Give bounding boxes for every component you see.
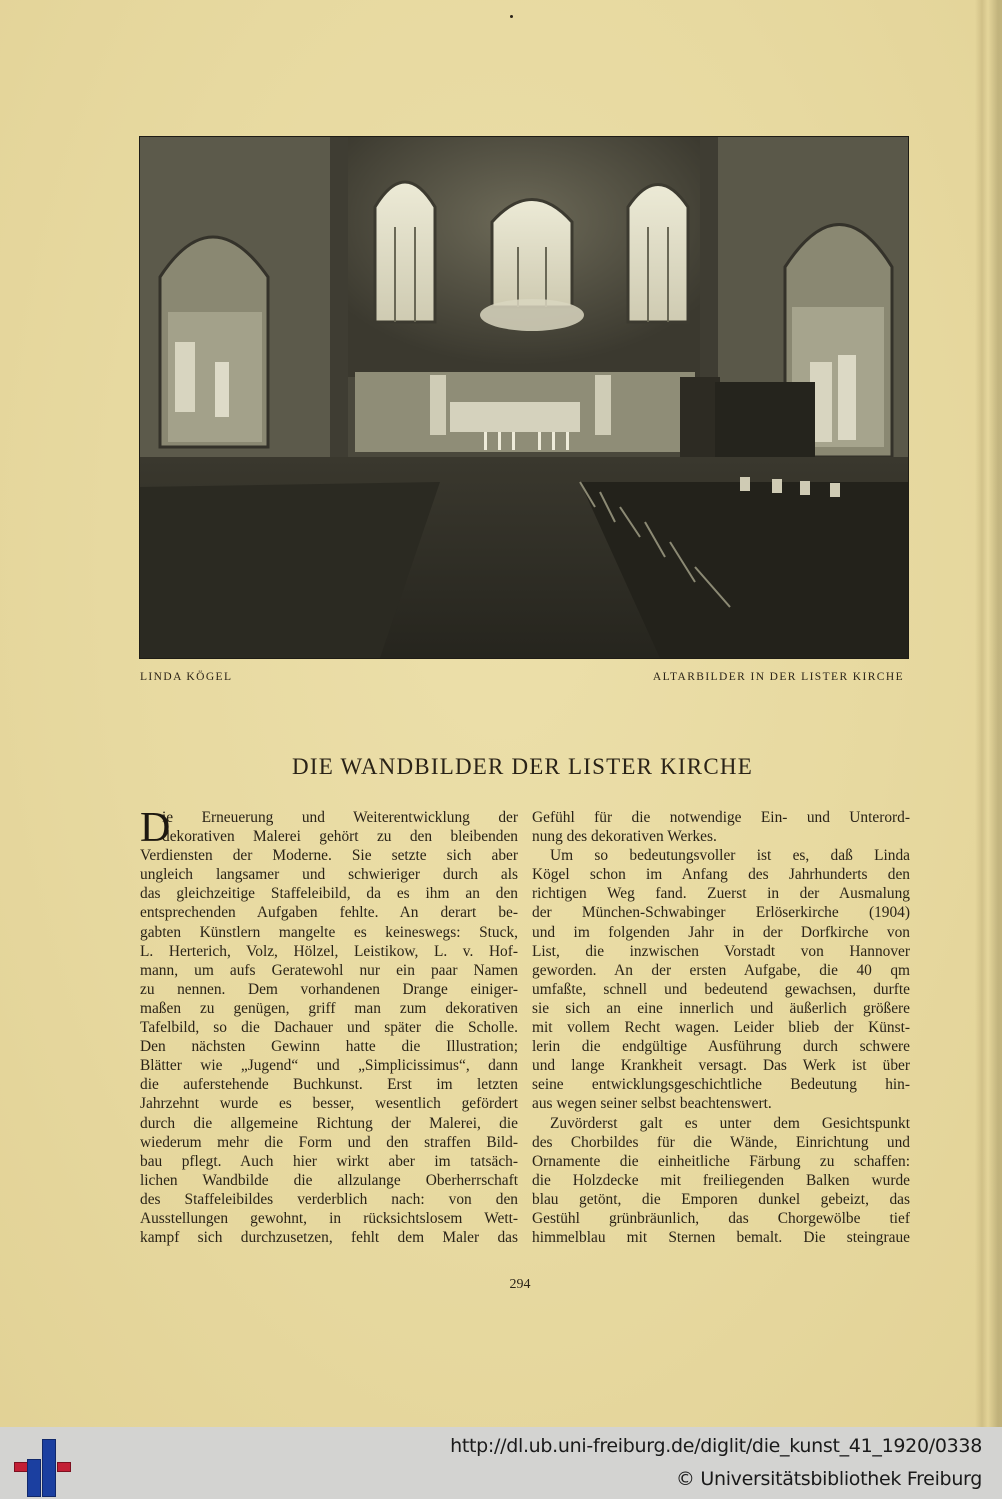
text-line: die auferstehende Buchkunst. Erst im letzten — [140, 1076, 518, 1094]
text-line: Gefühl für die notwendige Ein- und Unterord- — [532, 809, 910, 826]
text-line: aus wegen seiner selbst beachtenswert. — [532, 1095, 772, 1113]
text-line: Gestühl grünbräunlich, das Chorgewölbe tief — [532, 1209, 910, 1227]
text-line: seine entwicklungsgeschichtliche Bedeutung hin- — [532, 1076, 910, 1094]
text-line: geworden. An der ersten Aufgabe, die 40 qm — [532, 961, 910, 979]
text-line: L. Herterich, Volz, Hölzel, Leistikow, L. v. Hof- — [140, 942, 518, 960]
text-line: Ornamente die einheitliche Färbung zu schaffen: — [532, 1152, 910, 1170]
paper-speck — [510, 15, 513, 18]
text-line: Um so bedeutungsvoller ist es, daß Linda — [550, 847, 910, 865]
text-line: zu nennen. Dem vorhandenen Drange einiger- — [140, 980, 518, 998]
text-line: richtigen Weg fand. Zuerst in der Ausmalung — [532, 885, 910, 903]
text-line: entsprechenden Aufgaben fehlte. An derart be- — [140, 904, 518, 922]
text-line: ie Erneuerung und Weiterentwicklung der — [162, 809, 518, 826]
text-line: List, die inzwischen Vorstadt von Hannover — [532, 942, 910, 960]
text-line: lichen Wandbilde die allzulange Oberherrschaft — [140, 1171, 518, 1189]
text-line: durch die allgemeine Richtung der Malerei, die — [140, 1114, 518, 1132]
text-line: wiederum mehr die Form und den straffen Bild- — [140, 1133, 518, 1151]
text-line: himmelblau mit Sternen bemalt. Die steingraue — [532, 1229, 910, 1247]
photo-credit: LINDA KÖGEL — [140, 671, 233, 683]
text-line: und lange Krankheit versagt. Das Werk ist über — [532, 1057, 910, 1075]
text-line: dekorativen Malerei gehört zu den bleibenden — [162, 828, 518, 846]
text-line: und im folgenden Jahr in der Dorfkirche von — [532, 923, 910, 941]
text-line: der München-Schwabinger Erlöserkirche (1904) — [532, 904, 910, 922]
page-number: 294 — [509, 1277, 531, 1292]
permalink-url[interactable]: http://dl.ub.uni-freiburg.de/diglit/die_kunst_41_1920/0338 — [450, 1435, 982, 1457]
article-title: DIE WANDBILDER DER LISTER KIRCHE — [292, 754, 753, 779]
text-line: Zuvörderst galt es unter dem Gesichtspunkt — [550, 1114, 910, 1132]
text-line: Blätter wie „Jugend“ und „Simplicissimus“, dann — [140, 1057, 518, 1075]
photo-illustration — [140, 137, 908, 658]
church-interior-photo — [140, 137, 908, 658]
text-line: mit vollem Recht wagen. Leider blieb der Künst- — [532, 1019, 910, 1037]
text-line: umfaßte, schnell und bedeutend gewachsen, durfte — [532, 980, 910, 998]
logo-red-dash-left — [14, 1462, 28, 1472]
text-line: nung des dekorativen Werkes. — [532, 828, 717, 846]
text-line: Verdiensten der Moderne. Sie setzte sich aber — [140, 847, 518, 865]
footer-bar — [0, 1427, 1002, 1499]
drop-cap: D — [140, 805, 171, 851]
text-line: Ausstellungen gewohnt, in rücksichtslosem Wett- — [140, 1209, 518, 1227]
text-line: ungleich langsamer und schwieriger durch als — [140, 866, 518, 884]
copyright-notice: © Universitätsbibliothek Freiburg — [675, 1468, 982, 1490]
logo-blue-bar-tall — [42, 1439, 56, 1497]
article-column-right — [532, 808, 910, 1247]
text-line: das gleichzeitige Staffeleibild, da es ihm an den — [140, 885, 518, 903]
article-column-left — [140, 805, 518, 1247]
text-line: mann, um aufs Geratewohl nur ein paar Namen — [140, 961, 518, 979]
logo-blue-bar-short — [27, 1459, 41, 1497]
logo-red-dash-right — [57, 1462, 71, 1472]
text-line: sie sich an eine innerlich und äußerlich größere — [532, 999, 910, 1017]
text-line: des Staffeleibildes verderblich nach: von den — [140, 1190, 518, 1208]
photo-caption: ALTARBILDER IN DER LISTER KIRCHE — [652, 671, 904, 683]
text-line: Jahrzehnt wurde es besser, wesentlich gefördert — [140, 1095, 518, 1113]
text-line: Den nächsten Gewinn hatte die Illustration; — [140, 1038, 518, 1056]
text-line: blau getönt, die Emporen dunkel gebeizt, das — [532, 1190, 910, 1208]
text-line: die Holzdecke mit freiliegenden Balken wurde — [532, 1171, 910, 1189]
text-line: gabten Künstlern mangelte es keineswegs: Stuck, — [140, 923, 518, 941]
text-line: maßen zu genügen, griff man zum dekorativen — [140, 999, 518, 1017]
text-line: Tafelbild, so die Dachauer und später die Scholle. — [140, 1019, 518, 1037]
text-line: Kögel schon im Anfang des Jahrhunderts den — [532, 866, 910, 884]
ub-freiburg-logo-icon[interactable] — [12, 1439, 72, 1495]
text-line: kampf sich durchzusetzen, fehlt dem Maler das — [140, 1229, 518, 1247]
text-line: des Chorbildes für die Wände, Einrichtung und — [532, 1133, 910, 1151]
text-line: bau pflegt. Auch hier wirkt aber im tatsäch- — [140, 1152, 518, 1170]
text-line: lerin die endgültige Ausführung durch schwere — [532, 1038, 910, 1056]
